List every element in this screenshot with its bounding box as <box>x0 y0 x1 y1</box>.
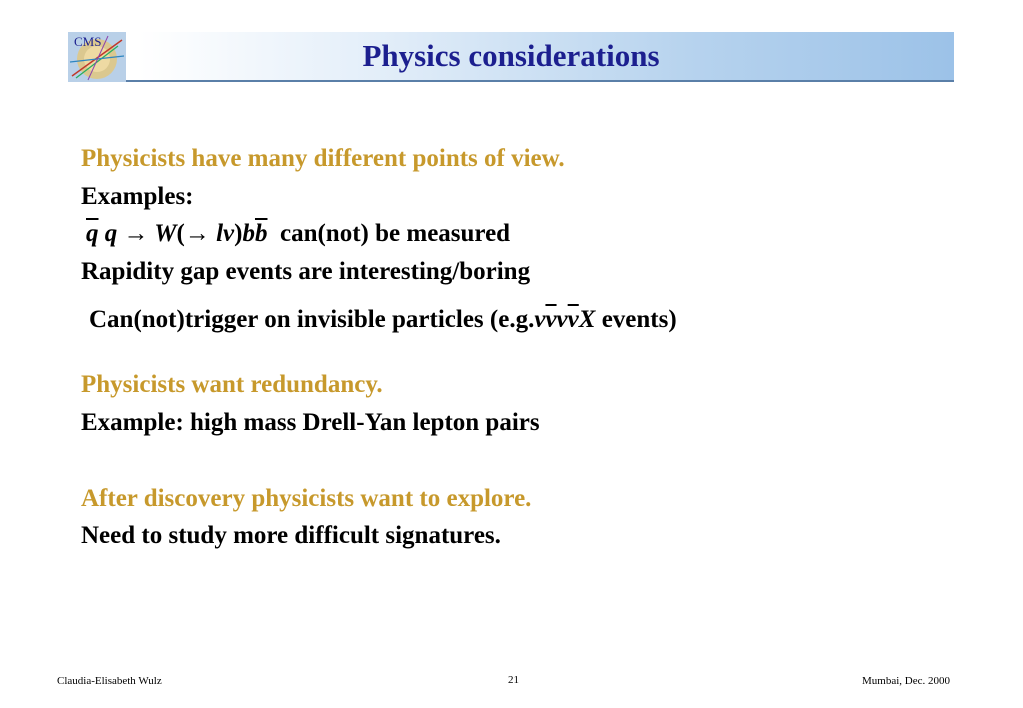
explore-heading: After discovery physicists want to explore. <box>81 485 532 512</box>
signatures-line: Need to study more difficult signatures. <box>81 522 501 549</box>
invisible-particles-text: Can(not)trigger on invisible particles (e.g. <box>89 306 535 333</box>
formula-qq-w-lv-bb: $\overline{q}$ $q \to W(\to l\nu)b\overline{b}$ <box>86 220 268 247</box>
formula-nu-nubar-x: $\nu\overline{\nu}\nu\overline{\nu}X$ <box>534 306 596 333</box>
rapidity-gap-line: Rapidity gap events are interesting/boring <box>81 258 531 285</box>
footer-author: Claudia-Elisabeth Wulz <box>57 675 162 687</box>
example-qq-w-line <box>86 220 510 248</box>
slide-title: Physics considerations <box>362 38 660 73</box>
examples-label: Examples: <box>81 183 194 210</box>
redundancy-heading: Physicists want redundancy. <box>81 371 383 398</box>
point-of-view-heading: Physicists have many different points of view. <box>81 145 565 172</box>
page-number: 21 <box>508 674 519 686</box>
invisible-particles-line <box>89 306 677 334</box>
footer-venue-date: Mumbai, Dec. 2000 <box>862 675 950 687</box>
cms-logo <box>68 32 126 82</box>
example-qq-w-text: can(not) be measured <box>279 220 511 247</box>
drell-yan-line: Example: high mass Drell-Yan lepton pairs <box>81 409 540 436</box>
invisible-particles-tail: events) <box>601 306 677 333</box>
cms-logo-text: CMS <box>74 34 102 49</box>
